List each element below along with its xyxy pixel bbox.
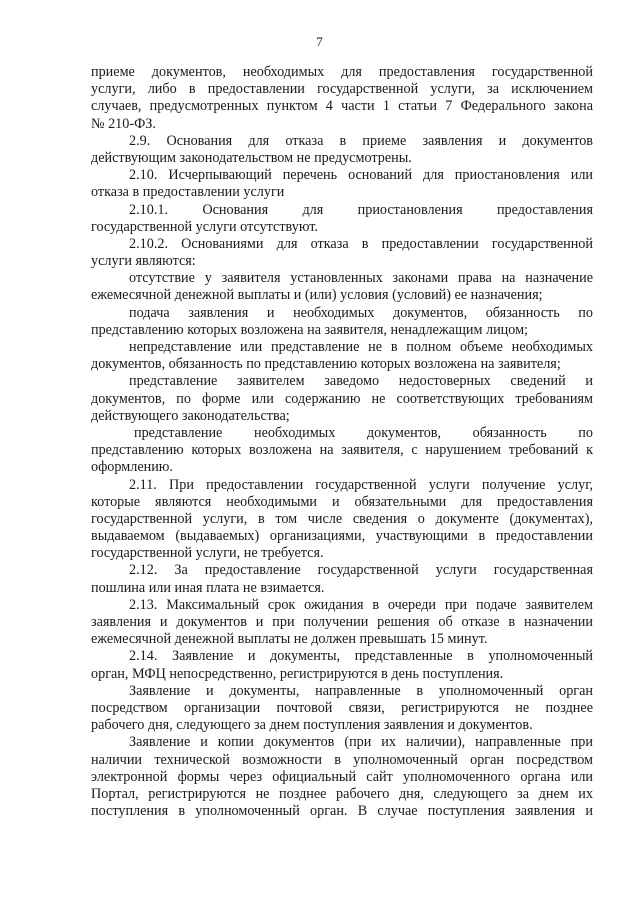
text-line: непредставление или представление не в полном объеме необходимых [129, 339, 593, 355]
text-line: представление необходимых документов, обязанность по [134, 424, 593, 441]
text-line: государственной услуги отсутствуют. [91, 218, 318, 235]
text-line: 2.10.2. Основаниями для отказа в предоставлении государственной [129, 235, 593, 252]
page-number: 7 [316, 34, 323, 49]
text-line: ежемесячной денежной выплаты не должен превышать 15 минут. [91, 631, 488, 648]
text-line: действующего законодательства; [91, 407, 290, 424]
text-line: ежемесячной денежной выплаты и (или) условия (условий) ее назначения; [91, 287, 543, 304]
text-line: рабочего дня, следующего за днем поступления заявления и документов. [91, 717, 533, 734]
text-line: выдаваемом (выдаваемых) организациями, участвующими в предоставлении [91, 528, 593, 545]
text-line: подача заявления и необходимых документов, обязанность по [129, 304, 593, 321]
text-line: приеме документов, необходимых для предоставления государственной [91, 64, 593, 80]
text-line: отсутствие у заявителя установленных законами права на назначение [129, 270, 593, 287]
text-line: 2.11. При предоставлении государственной услуги получение услуг, [129, 476, 593, 493]
text-line: № 210-ФЗ. [91, 115, 156, 132]
text-line: отказа в предоставлении услуги [91, 184, 285, 201]
text-line: услуги, либо в предоставлении государственной услуги, за исключением [91, 81, 593, 98]
text-line: действующим законодательством не предусмотрены. [91, 149, 412, 166]
text-line: заявления и документов и при получении решения об отказе в назначении [91, 614, 593, 630]
text-line: представление заявителем заведомо недостоверных сведений и [129, 373, 593, 390]
text-line: документов, по форме или содержанию не соответствующих требованиям [91, 390, 593, 407]
text-line: электронной формы через официальный сайт уполномоченного органа или [91, 768, 593, 785]
text-line: 2.12. За предоставление государственной услуги государственная [129, 562, 593, 579]
text-line: 2.13. Максимальный срок ожидания в очереди при подаче заявителем [129, 596, 593, 613]
text-line: орган, МФЦ непосредственно, регистрируются в день поступления. [91, 665, 504, 682]
text-line: наличии технической возможности в уполномоченный орган посредством [91, 751, 593, 768]
text-line: случаев, предусмотренных пунктом 4 части 1 статьи 7 Федерального закона [91, 98, 593, 115]
text-line: Заявление и документы, направленные в уполномоченный орган [129, 682, 593, 699]
text-line: 2.9. Основания для отказа в приеме заявления и документов [129, 132, 593, 149]
body-text [91, 64, 593, 820]
text-line: которые являются необходимыми и обязательными для предоставления [91, 493, 593, 510]
text-line: документов, обязанность по представлению которых возложена на заявителя; [91, 356, 561, 373]
text-line: посредством организации почтовой связи, регистрируются не позднее [91, 699, 593, 716]
text-line: государственной услуги, в том числе сведения о документе (документах), [91, 510, 593, 527]
text-line: представлению которых возложена на заявителя, с нарушением требований к [91, 442, 593, 459]
text-line: пошлина или иная плата не взимается. [91, 579, 325, 596]
text-line: услуги являются: [91, 253, 196, 270]
text-line: 2.10. Исчерпывающий перечень оснований для приостановления или [129, 167, 593, 184]
text-line: государственной услуги, не требуется. [91, 545, 324, 562]
text-line: представлению которых возложена на заявителя, ненадлежащим лицом; [91, 321, 528, 338]
text-line: Заявление и копии документов (при их наличии), направленные при [129, 734, 593, 751]
text-line: оформлению. [91, 459, 173, 476]
text-line: 2.14. Заявление и документы, представленные в уполномоченный [129, 648, 593, 665]
text-line: Портал, регистрируются не позднее рабочего дня, следующего за днем их [91, 785, 593, 802]
text-line: поступления в уполномоченный орган. В случае поступления заявления и [91, 803, 593, 820]
text-line: 2.10.1. Основания для приостановления предоставления [129, 201, 593, 218]
